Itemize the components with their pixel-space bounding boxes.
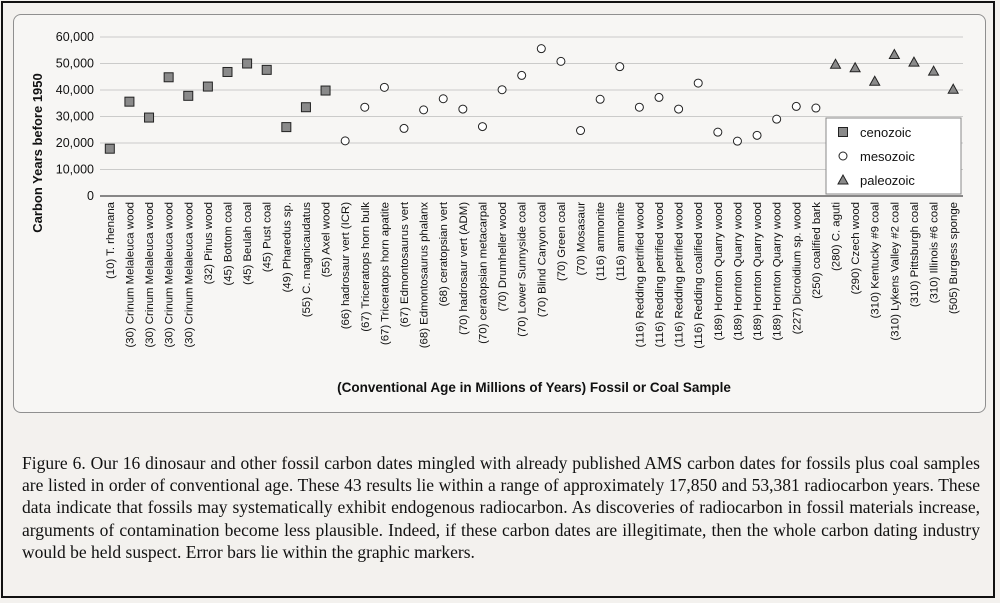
x-tick-label: (32) Pinus wood [202,202,215,285]
mesozoic-point [341,137,349,145]
cenozoic-point [125,97,134,106]
mesozoic-point [537,45,545,53]
cenozoic-point [203,82,212,91]
x-tick-label: (116) Redding petrified wood [653,202,666,348]
x-tick-label: (116) Redding petrified wood [673,202,686,348]
mesozoic-point [439,95,447,103]
x-tick-label: (189) Hornton Quarry wood [771,202,784,341]
x-tick-label: (68) ceratopsian vert [438,202,451,307]
y-tick-label: 20,000 [55,136,94,150]
x-tick-label: (66) hadrosaur vert (ICR) [340,202,353,330]
x-tick-label: (250) coalified bark [810,202,823,299]
x-tick-label: (189) Hornton Quarry wood [712,202,725,341]
mesozoic-point [733,137,741,145]
y-tick-label: 40,000 [55,83,94,97]
y-axis-label: Carbon Years before 1950 [30,73,45,233]
paleozoic-point [870,76,880,85]
paleozoic-point [948,84,958,93]
mesozoic-point [400,124,408,132]
mesozoic-point [753,131,761,139]
mesozoic-point [596,95,604,103]
mesozoic-legend-marker [839,152,847,160]
x-tick-label: (49) Pharedus sp. [281,202,294,293]
cenozoic-point [223,67,232,76]
mesozoic-point [577,127,585,135]
mesozoic-point [694,79,702,87]
x-axis-label: (Conventional Age in Millions of Years) Fossil or Coal Sample [337,380,731,395]
x-tick-label: (45) Beulah coal [242,202,255,285]
mesozoic-point [792,102,800,110]
y-tick-label: 0 [87,189,94,203]
cenozoic-point [262,65,271,74]
x-tick-label: (189) Hornton Quarry wood [732,202,745,341]
cenozoic-point [184,91,193,100]
x-tick-label: (290) Czech wood [850,202,863,295]
x-tick-label: (30) Crinum Melaleuca wood [144,202,157,348]
cenozoic-point [282,123,291,132]
x-tick-label: (116) ammonite [614,202,627,281]
x-tick-label: (30) Crinum Melaleuca wood [163,201,176,348]
mesozoic-point [773,115,781,123]
x-tick-label: (70) Lower Sunnyside coal [516,202,529,337]
x-tick-label: (70) ceratopsian metacarpal [477,202,490,344]
x-tick-label: (310) Kentucky #9 coal [869,202,882,319]
y-tick-label: 30,000 [55,109,94,124]
cenozoic-point [145,113,154,122]
y-tick-label: 60,000 [55,30,94,44]
paleozoic-point [889,50,899,59]
x-tick-label: (505) Burgess sponge [948,201,961,315]
cenozoic-point [301,103,310,112]
cenozoic-point [243,59,252,68]
mesozoic-point [380,83,388,91]
mesozoic-point [498,86,506,94]
mesozoic-point [675,105,683,113]
y-tick-label: 50,000 [55,56,94,71]
mesozoic-point [478,123,486,131]
x-tick-label: (227) Dicroidium sp. wood [791,202,804,335]
legend [826,118,961,194]
x-tick-label: (189) Hornton Quarry wood [752,202,765,341]
x-tick-label: (116) Redding coalified wood [693,202,706,349]
x-tick-label: (116) Redding petrified wood [634,202,647,348]
x-tick-label: (310) Lykens Valley #2 coal [889,202,902,341]
legend-label-paleozoic: paleozoic [860,173,915,188]
x-tick-label: (10) T. rhenana [104,202,117,280]
mesozoic-point [616,63,624,71]
x-tick-label: (67) Triceratops horn bulk [359,202,372,332]
mesozoic-point [635,103,643,111]
x-tick-label: (280) C. aguti [830,202,843,272]
x-tick-label: (70) Drumheller wood [497,202,510,312]
x-tick-label: (70) hadrosaur vert (ADM) [457,202,470,335]
cenozoic-point [321,86,330,95]
x-tick-label: (68) Edmontosaurus phalanx [418,202,431,349]
x-tick-label: (55) Axel wood [320,202,333,278]
mesozoic-point [557,57,565,65]
cenozoic-point [105,144,114,153]
mesozoic-point [812,104,820,112]
figure-caption: Figure 6. Our 16 dinosaur and other fossil carbon dates mingled with already published AMS carbon dates for fossils plus coal samples are listed in order of conventional age. These 43 results lie within a range of approximately 17,850 and 53,381 radiocarbon years. These data indicate that fossils may systematically exhibit endogenous radiocarbon. As discoveries of radiocarbon in fossil materials increase, arguments of contamination become less plausible. Indeed, if these carbon dates are illegitimate, then the whole carbon dating industry would be held suspect. Error bars lie within the graphic markers. [22,453,980,562]
cenozoic-legend-marker [839,128,848,137]
x-tick-label: (70) Mosasaur [575,202,588,276]
paleozoic-point [909,57,919,66]
legend-label-cenozoic: cenozoic [860,125,912,140]
x-tick-label: (45) Pust coal [261,202,274,273]
x-tick-label: (67) Triceratops horn apatite [379,201,392,346]
x-tick-label: (45) Bottom coal [222,202,235,286]
mesozoic-point [714,128,722,136]
legend-label-mesozoic: mesozoic [860,149,915,164]
x-tick-label: (310) Pittsburgh coal [908,202,921,308]
x-tick-label: (67) Edmontosaurus vert [399,202,412,328]
y-tick-label: 10,000 [55,162,94,177]
x-tick-label: (70) Green coal [555,202,568,282]
x-tick-label: (30) Crinum Melaleuca wood [183,201,196,348]
cenozoic-point [164,73,173,82]
mesozoic-point [459,105,467,113]
paleozoic-point [850,63,860,72]
mesozoic-point [361,103,369,111]
x-tick-label: (116) ammonite [595,202,608,281]
x-axis-tick-labels [105,201,960,349]
x-tick-label: (30) Crinum Melaleuca wood [124,202,137,348]
x-tick-label: (310) Illinois #6 coal [928,202,941,304]
y-axis-ticks [56,30,94,203]
mesozoic-point [655,93,663,101]
x-tick-label: (70) Blind Canyon coal [536,202,549,318]
mesozoic-point [420,106,428,114]
x-tick-label: (55) C. magnicaudatus [300,202,313,318]
paleozoic-point [929,66,939,75]
mesozoic-point [518,71,526,79]
